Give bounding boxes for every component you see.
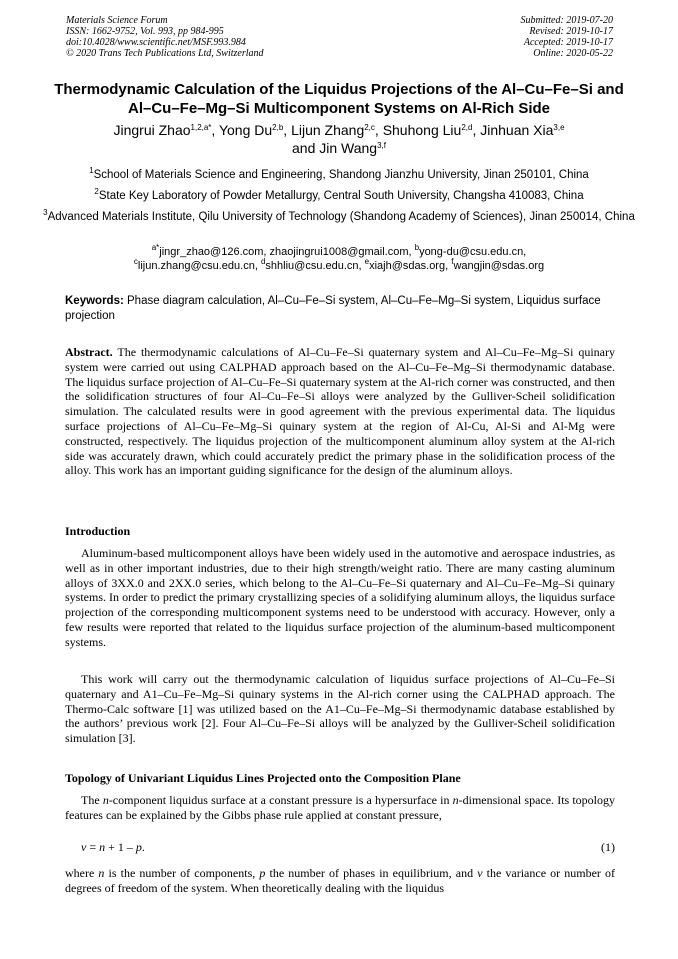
author: Jinhuan Xia$^{3,e}$ bbox=[480, 122, 565, 138]
journal-name: Materials Science Forum bbox=[66, 15, 168, 26]
affiliation-2: $^2$State Key Laboratory of Powder Metallurgy, Central South University, Changsha 410083, China bbox=[94, 187, 584, 202]
journal-header-right bbox=[521, 15, 614, 59]
author-list: Jingrui Zhao$^{1,2,a*}$, Yong Du$^{2,b}$, Lijun Zhang$^{2,c}$, Shuhong Liu$^{2,d}$, Jinhuan Xia$^{3,e}$ and Jin Wang$^{3,f}$ bbox=[113, 122, 565, 156]
topology-paragraph-1: The n-component liquidus surface at a constant pressure is a hypersurface in n-dimensional space. Its topology features can be explained by the Gibbs phase rule applied at constant pressure, bbox=[65, 793, 616, 822]
date-accepted: Accepted: 2019-10-17 bbox=[523, 37, 613, 48]
journal-copyright: © 2020 Trans Tech Publications Ltd, Switzerland bbox=[66, 48, 264, 59]
email[interactable]: shhliu@csu.edu.cn, bbox=[265, 260, 362, 272]
email[interactable]: xiajh@sdas.org, bbox=[369, 260, 449, 272]
email[interactable]: wangjin@sdas.org bbox=[453, 260, 545, 272]
date-revised: Revised: 2019-10-17 bbox=[529, 26, 613, 37]
email[interactable]: lijun.zhang@csu.edu.cn, bbox=[137, 260, 258, 272]
journal-header-left bbox=[66, 15, 264, 59]
keywords-label: Keywords: bbox=[65, 295, 124, 307]
intro-paragraph-1: Aluminum-based multicomponent alloys have been widely used in the automotive and aerospace industries, as well as in other important industries, due to their high strength/weight ratio. There are many casting aluminum alloys of 3XX.0 and 2XX.0 series, which belong to the Al–Cu–Fe–Si quaternary and Al–Cu–Fe–Mg–Si quinary systems. In order to predict the primary crystallizing species of a solidifying aluminum alloys, the liquidus surface projection of the corresponding multicomponent systems need to be understood with accuracy. However, only a few results were reported that related to the liquidus surface projection of the aluminum-based multicomponent systems. bbox=[65, 546, 615, 649]
date-online: Online: 2020-05-22 bbox=[533, 48, 613, 59]
section-heading-introduction: Introduction bbox=[65, 524, 131, 538]
journal-doi: doi:10.4028/www.scientific.net/MSF.993.984 bbox=[66, 37, 246, 48]
author: Jingrui Zhao$^{1,2,a*}$ bbox=[113, 122, 212, 138]
abstract bbox=[65, 345, 615, 478]
author: Lijun Zhang$^{2,c}$ bbox=[291, 122, 375, 138]
affiliation-1: $^1$School of Materials Science and Engineering, Shandong Jianzhu University, Jinan 250101, China bbox=[89, 166, 589, 181]
equation-expression: v = n + 1 – p. bbox=[81, 840, 145, 854]
author: Jin Wang$^{3,f}$ bbox=[319, 140, 386, 156]
author: Yong Du$^{2,b}$ bbox=[218, 122, 284, 138]
keywords-text: Phase diagram calculation, Al–Cu–Fe–Si system, Al–Cu–Fe–Mg–Si system, Liquidus surface projection bbox=[65, 295, 601, 322]
email[interactable]: yong-du@csu.edu.cn, bbox=[419, 246, 527, 258]
journal-issn: ISSN: 1662-9752, Vol. 993, pp 984-995 bbox=[66, 26, 224, 37]
keywords bbox=[65, 294, 615, 324]
date-submitted: Submitted: 2019-07-20 bbox=[520, 15, 613, 26]
author-joiner: and bbox=[292, 140, 316, 156]
section-heading-topology: Topology of Univariant Liquidus Lines Projected onto the Composition Plane bbox=[65, 771, 461, 785]
email-list: $^{a*}$jingr_zhao@126.com, zhaojingrui1008@gmail.com, $^b$yong-du@csu.edu.cn, $^c$lijun.zhang@csu.edu.cn, $^d$shhliu@csu.edu.cn, $^e$xiajh@sdas.org, $^f$wangjin@sdas.org bbox=[133, 243, 545, 272]
email[interactable]: jingr_zhao@126.com, zhaojingrui1008@gmail.com, bbox=[159, 246, 412, 258]
equation-1 bbox=[65, 840, 615, 856]
abstract-text: The thermodynamic calculations of Al–Cu–Fe–Si quaternary system and Al–Cu–Fe–Mg–Si quinary system were carried out using CALPHAD approach based on the Al–Cu–Fe–Mg–Si thermodynamic database. The liquidus surface projection of Al–Cu–Fe–Si quaternary system at the Al-rich corner was constructed, and then the solidification structures of four Al–Cu–Fe–Si alloys were analyzed by the Gulliver-Scheil solidification simulation. The calculated results were in good agreement with the previous experimental data. The liquidus surface projections of Al–Cu–Fe–Mg–Si quinary system at the region of Al-Cu, Al-Si and Al-Mg were constructed, respectively. The liquidus projection of the multicomponent aluminum alloy system at the Al-rich side was accurately drawn, which could accurately predict the primary phase in the solidification process of the alloy. This work has an important guiding significance for the design of the aluminum alloys. bbox=[65, 345, 615, 478]
author: Shuhong Liu$^{2,d}$ bbox=[382, 122, 473, 138]
abstract-label: Abstract. bbox=[65, 345, 113, 359]
affiliation-3: $^3$Advanced Materials Institute, Qilu University of Technology (Shandong Academy of Sciences), Jinan 250014, China bbox=[43, 208, 635, 223]
equation-number: (1) bbox=[601, 840, 615, 854]
paper-title: Thermodynamic Calculation of the Liquidus Projections of the Al–Cu–Fe–Si and Al–Cu–Fe–Mg–Si Multicomponent Systems on Al-Rich Side bbox=[54, 81, 624, 117]
intro-paragraph-2: This work will carry out the thermodynamic calculation of liquidus surface projections of Al–Cu–Fe–Si quaternary and A1–Cu–Fe–Mg–Si quinary systems in the Al-rich corner using the CALPHAD approach. The Thermo-Calc software [1] was utilized based on the A1–Cu–Fe–Mg–Si thermodynamic database established by the authors’ previous work [2]. Four Al–Cu–Fe–Si alloys will be analyzed by the Gulliver-Scheil solidification simulation [3]. bbox=[65, 672, 615, 746]
topology-paragraph-2: where n is the number of components, p the number of phases in equilibrium, and v the variance or number of degrees of freedom of the system. When theoretically dealing with the liquidus bbox=[65, 866, 615, 895]
